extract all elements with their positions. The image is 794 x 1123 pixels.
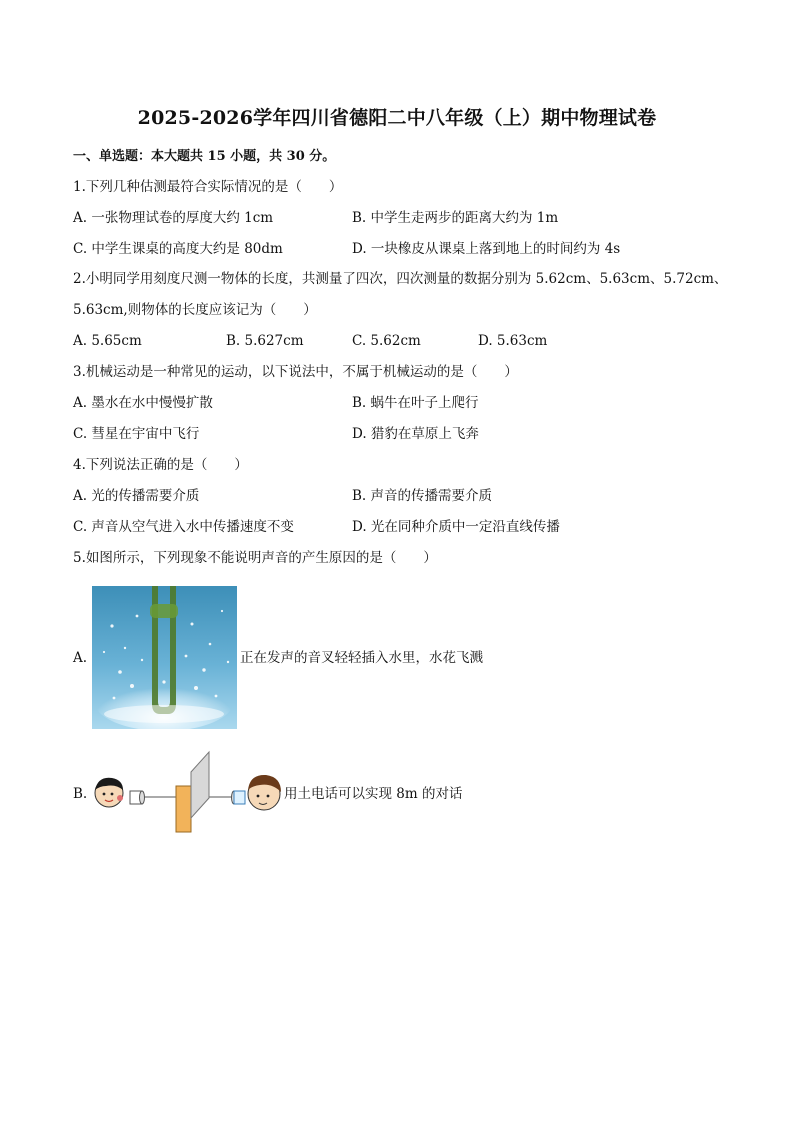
question-3-option-c: C. 彗星在宇宙中飞行 [73,426,200,442]
question-5-option-a-caption: 正在发声的音叉轻轻插入水里，水花飞溅 [240,650,483,666]
question-5-option-b-label: B. [73,786,88,802]
string-telephone-illustration [92,750,284,834]
question-4-option-c: C. 声音从空气进入水中传播速度不变 [73,519,294,535]
exam-title: 2025-2026学年四川省德阳二中八年级（上）期中物理试卷 [137,107,657,129]
question-2-option-c: C. 5.62cm [352,333,421,349]
question-2-stem-line1: 2.小明同学用刻度尺测一物体的长度，共测量了四次，四次测量的数据分别为 5.62cm、5.63cm、5.72cm、 [73,271,728,287]
question-5-option-b-caption: 用土电话可以实现 8m 的对话 [284,786,463,802]
question-4-stem: 4.下列说法正确的是（ ） [73,457,248,473]
question-2-option-a: A. 5.65cm [73,333,142,349]
question-3-option-b: B. 蜗牛在叶子上爬行 [352,395,479,411]
tuning-fork-water-photo [92,586,237,729]
question-1-option-b: B. 中学生走两步的距离大约为 1m [352,210,559,226]
question-1-option-c: C. 中学生课桌的高度大约是 80dm [73,241,283,257]
question-3-option-a: A. 墨水在水中慢慢扩散 [73,395,213,411]
question-4-option-a: A. 光的传播需要介质 [73,488,200,504]
question-2-option-d: D. 5.63cm [478,333,548,349]
question-4-option-b: B. 声音的传播需要介质 [352,488,493,504]
question-1-stem: 1.下列几种估测最符合实际情况的是（ ） [73,179,343,195]
question-3-stem: 3.机械运动是一种常见的运动，以下说法中，不属于机械运动的是（ ） [73,364,518,380]
question-2-stem-line2: 5.63cm,则物体的长度应该记为（ ） [73,302,317,318]
question-3-option-d: D. 猎豹在草原上飞奔 [352,426,479,442]
question-2-option-b: B. 5.627cm [226,333,304,349]
question-5-option-a-label: A. [73,650,88,666]
question-1-option-d: D. 一块橡皮从课桌上落到地上的时间约为 4s [352,241,621,257]
section-heading: 一、单选题：本大题共 15 小题，共 30 分。 [73,149,336,164]
question-1-option-a: A. 一张物理试卷的厚度大约 1cm [73,210,274,226]
question-4-option-d: D. 光在同种介质中一定沿直线传播 [352,519,560,535]
question-5-stem: 5.如图所示，下列现象不能说明声音的产生原因的是（ ） [73,550,437,566]
